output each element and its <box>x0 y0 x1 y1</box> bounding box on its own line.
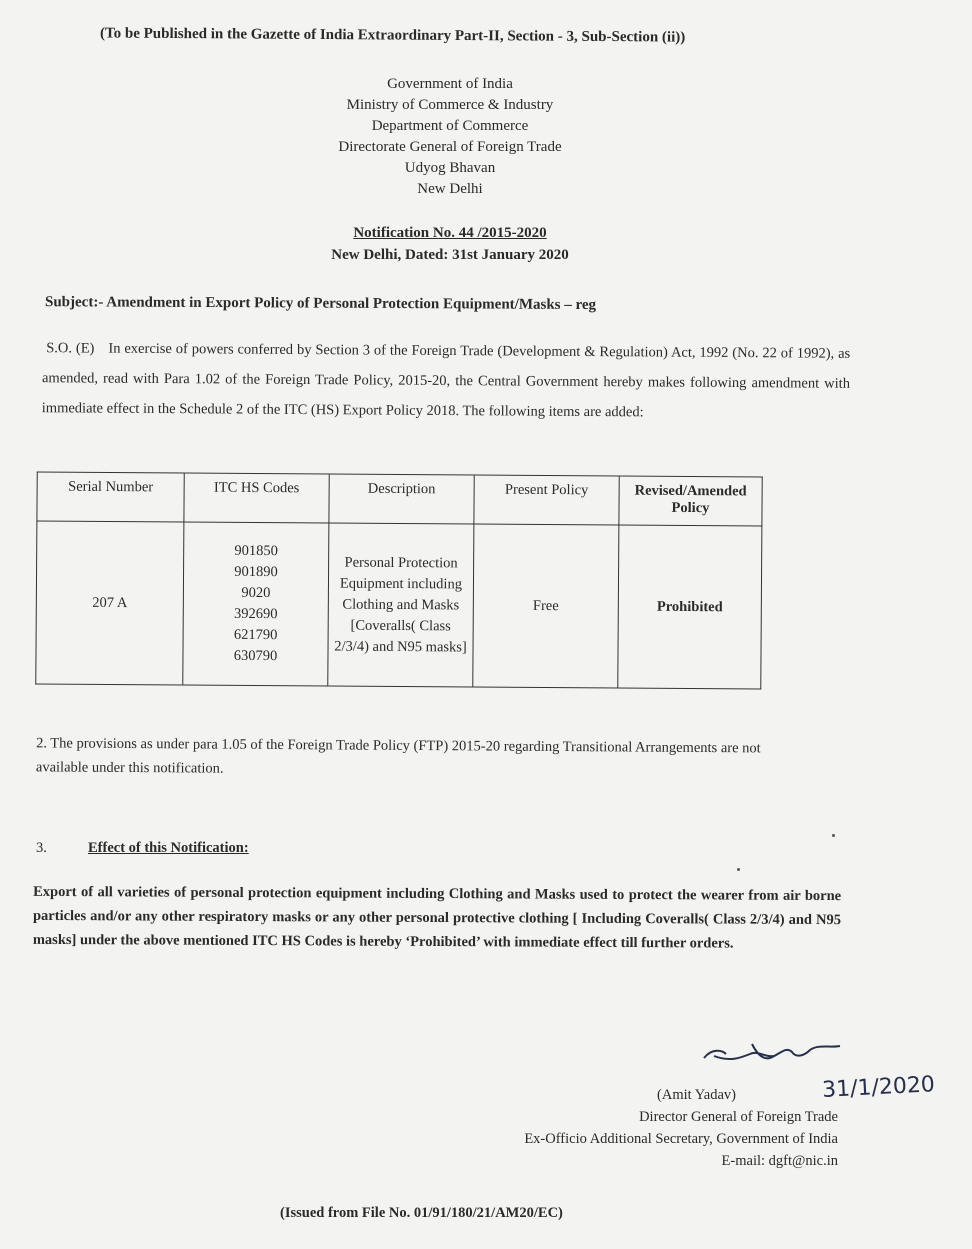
cell-serial: 207 A <box>36 521 184 685</box>
hs-code: 901850 <box>234 542 279 560</box>
signature-block <box>420 1084 838 1172</box>
office-line: New Delhi <box>417 181 483 197</box>
header-serial: Serial Number <box>37 472 184 522</box>
office-line: Ministry of Commerce & Industry <box>346 97 554 113</box>
subject-line: Subject:- Amendment in Export Policy of Personal Protection Equipment/Masks – reg <box>44 294 597 314</box>
section-3-text: Export of all varieties of personal protection equipment including Clothing and Masks used to protect the wearer from air borne particles and/or any other respiratory masks or any other personal protective clothing [ Including Coveralls( Class 2/3/4) and N95 masks] under the above mentioned ITC HS Codes is hereby ‘Prohibited’ with immediate effect till further orders. <box>32 883 842 952</box>
table-row <box>36 521 762 689</box>
header-present-policy: Present Policy <box>474 475 619 525</box>
handwritten-date: 31/1/2020 <box>821 1072 936 1104</box>
notification-date: New Delhi, Dated: 31st January 2020 <box>331 247 569 263</box>
signatory-office: Ex-Officio Additional Secretary, Government of India <box>524 1131 838 1147</box>
section-3-heading <box>36 840 536 857</box>
cell-present-policy: Free <box>473 524 619 688</box>
hs-code: 621790 <box>233 626 278 644</box>
section-number: 3. <box>36 840 47 856</box>
hs-code: 392690 <box>233 605 278 623</box>
office-line: Udyog Bhavan <box>404 160 496 176</box>
cell-revised-policy: Prohibited <box>618 525 762 689</box>
cell-codes <box>183 522 329 686</box>
paragraph-2: 2. The provisions as under para 1.05 of the Foreign Trade Policy (FTP) 2015-20 regarding Transitional Arrangements are not available under this notification. <box>35 735 761 777</box>
signatory-title: Director General of Foreign Trade <box>639 1109 838 1125</box>
notification-number: Notification No. 44 /2015-2020 <box>353 225 547 241</box>
header-revised-policy: Revised/Amended Policy <box>619 476 762 526</box>
office-line: Department of Commerce <box>371 118 529 134</box>
office-line: Directorate General of Foreign Trade <box>338 139 562 155</box>
hs-code: 630790 <box>233 647 278 665</box>
section-title: Effect of this Notification: <box>88 840 249 856</box>
paragraph-1 <box>42 333 851 429</box>
hs-code: 901890 <box>234 563 278 581</box>
office-line: Government of India <box>387 76 513 92</box>
gazette-header: (To be Published in the Gazette of India Extraordinary Part-II, Section - 3, Sub-Section (ii)) <box>99 25 686 46</box>
so-label: S.O. (E) <box>46 340 95 357</box>
header-codes: ITC HS Codes <box>184 473 329 523</box>
file-number: (Issued from File No. 01/91/180/21/AM20/EC) <box>280 1205 563 1221</box>
header-description: Description <box>329 474 474 524</box>
speck <box>737 868 740 871</box>
speck <box>832 834 835 837</box>
issuing-office-block <box>280 74 620 200</box>
table-header-row <box>37 472 762 526</box>
hs-code: 9020 <box>241 584 271 602</box>
notification-block <box>300 222 600 266</box>
cell-description: Personal Protection Equipment including Clothing and Masks [Coveralls( Class 2/3/4) and N95 masks] <box>328 523 474 687</box>
paragraph-1-text: In exercise of powers conferred by Section 3 of the Foreign Trade (Development & Regulation) Act, 1992 (No. 22 of 1992), as amended, read with Para 1.02 of the Foreign Trade Policy, 2015-20, the Central Government hereby makes following amendment with immediate effect in the Schedule 2 of the ITC (HS) Export Policy 2018. The following items are added: <box>41 340 851 421</box>
signatory-email: E-mail: dgft@nic.in <box>721 1153 838 1169</box>
items-table <box>35 471 762 689</box>
signatory-name: (Amit Yadav) <box>657 1087 736 1103</box>
